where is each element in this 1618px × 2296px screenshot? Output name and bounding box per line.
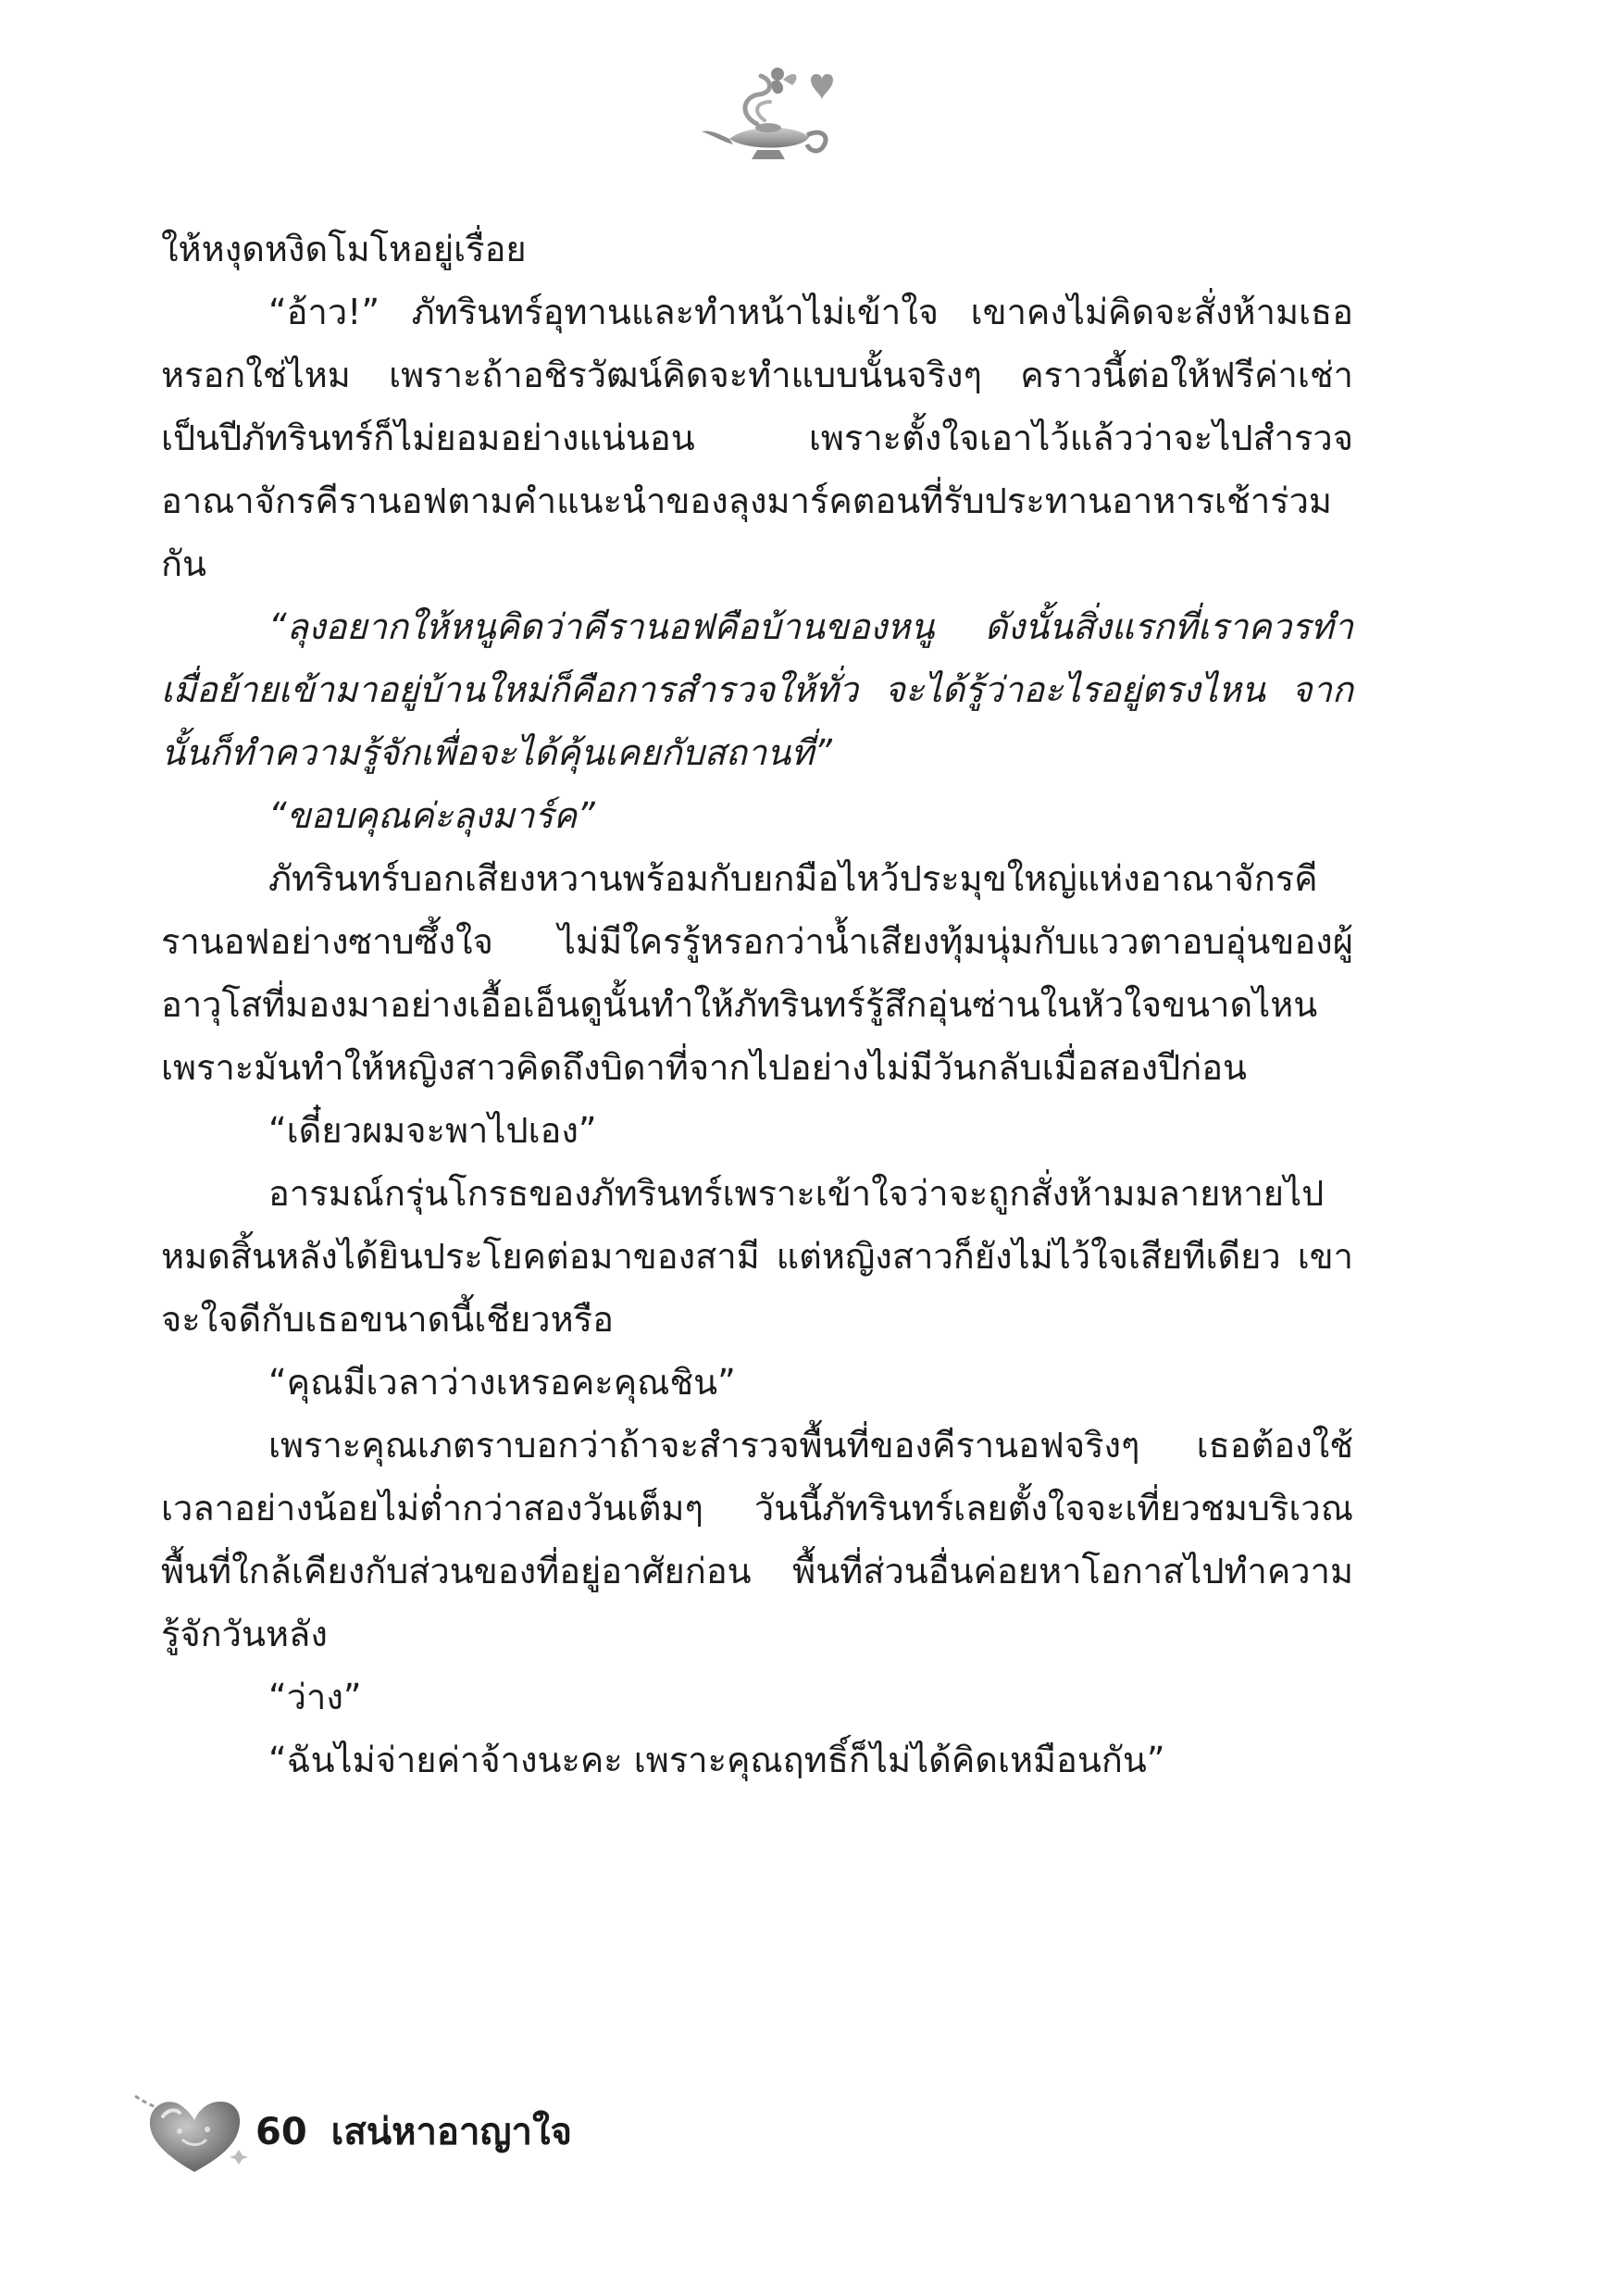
paragraph-11: “ฉันไม่จ่ายค่าจ้างนะคะ เพราะคุณฤทธิ์ก็ไม่ได้คิดเหมือนกัน” [268, 1740, 1165, 1780]
paragraph-5: ภัทรินทร์บอกเสียงหวานพร้อมกับยกมือไหว้ประมุขใหญ่แห่งอาณาจักรคีรานอฟอย่างซาบซึ้งใจ ไม่มีใครรู้หรอกว่าน้ำเสียงทุ้มนุ่มกับแววตาอบอุ่นของผู้อาวุโสที่มองมาอย่างเอื้อเอ็นดูนั้นทำให้ภัทรินทร์รู้สึกอุ่นซ่านในหัวใจขนาดไหน เพราะมันทำให้หญิงสาวคิดถึงบิดาที่จากไปอย่างไม่มีวันกลับเมื่อสองปีก่อน [161, 858, 1353, 1088]
page-footer [128, 2083, 868, 2185]
paragraph-10: “ว่าง” [268, 1677, 362, 1717]
paragraph-1: ให้หงุดหงิดโมโหอยู่เรื่อย [161, 229, 527, 269]
paragraph-3: “ลุงอยากให้หนูคิดว่าคีรานอฟคือบ้านของหนู ดังนั้นสิ่งแรกที่เราควรทำเมื่อย้ายเข้ามาอยู่บ้านใหม่ก็คือการสำรวจให้ทั่ว จะได้รู้ว่าอะไรอยู่ตรงไหน จากนั้นก็ทำความรู้จักเพื่อจะได้คุ้นเคยกับสถานที่” [161, 606, 1353, 773]
page-number: 60 [255, 2111, 307, 2153]
paragraph-7: อารมณ์กรุ่นโกรธของภัทรินทร์เพราะเข้าใจว่าจะถูกสั่งห้ามมลายหายไปหมดสิ้นหลังได้ยินประโยคต่อมาของสามี แต่หญิงสาวก็ยังไม่ไว้ใจเสียทีเดียว เขาจะใจดีกับเธอขนาดนี้เชียวหรือ [161, 1173, 1353, 1340]
story-text [161, 218, 1353, 1791]
paragraph-8: “คุณมีเวลาว่างเหรอคะคุณชิน” [268, 1362, 736, 1403]
paragraph-4: “ขอบคุณค่ะลุงมาร์ค” [268, 795, 595, 836]
footer-label [255, 2109, 572, 2155]
paragraph-9: เพราะคุณเภตราบอกว่าถ้าจะสำรวจพื้นที่ของคีรานอฟจริงๆ เธอต้องใช้เวลาอย่างน้อยไม่ต่ำกว่าสองวันเต็มๆ วันนี้ภัทรินทร์เลยตั้งใจจะเที่ยวชมบริเวณพื้นที่ใกล้เคียงกับส่วนของที่อยู่อาศัยก่อน พื้นที่ส่วนอื่นค่อยหาโอกาสไปทำความรู้จักวันหลัง [161, 1425, 1353, 1654]
paragraph-6: “เดี๋ยวผมจะพาไปเอง” [268, 1110, 597, 1151]
genie-lamp-cupid-ornament-icon [692, 59, 840, 170]
book-title: เสน่หาอาญาใจ [330, 2111, 572, 2153]
heart-icon [128, 2083, 267, 2185]
paragraph-2: “อ้าว!” ภัทรินทร์อุทานและทำหน้าไม่เข้าใจ เขาคงไม่คิดจะสั่งห้ามเธอหรอกใช่ไหม เพราะถ้าอชิรวัฒน์คิดจะทำแบบนั้นจริงๆ คราวนี้ต่อให้ฟรีค่าเช่าเป็นปีภัทรินทร์ก็ไม่ยอมอย่างแน่นอน เพราะตั้งใจเอาไว้แล้วว่าจะไปสำรวจอาณาจักรคีรานอฟตามคำแนะนำของลุงมาร์คตอนที่รับประทานอาหารเช้าร่วมกัน [161, 292, 1353, 584]
